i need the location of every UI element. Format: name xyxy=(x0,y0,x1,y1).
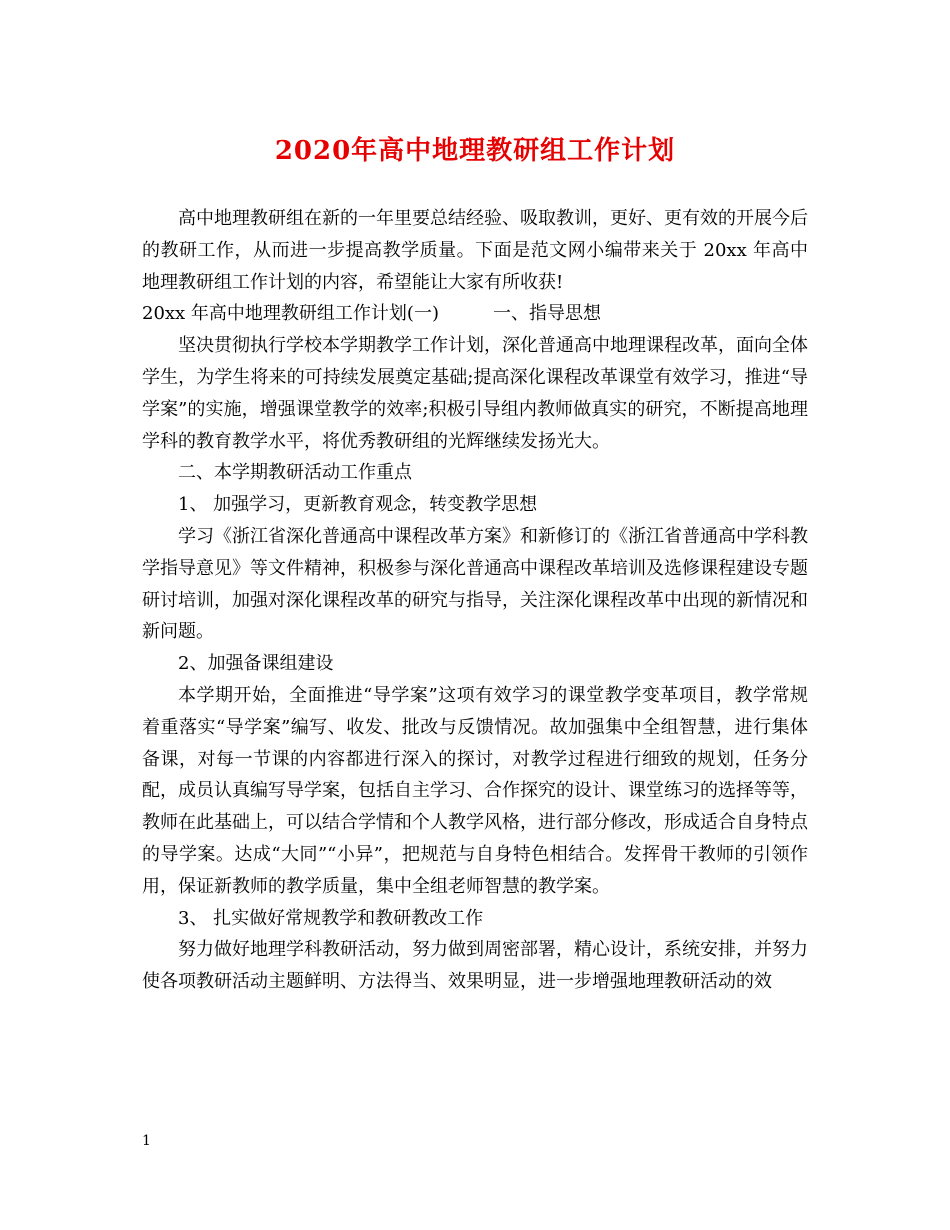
plan-subtitle: 20xx 年高中地理教研组工作计划(一) xyxy=(142,303,439,325)
section-heading-key-work: 二、本学期教研活动工作重点 xyxy=(178,462,412,484)
subheading-lesson-group: 2、加强备课组建设 xyxy=(178,653,334,675)
subheading-learning: 1、 加强学习，更新教育观念，转变教学思想 xyxy=(178,494,538,516)
lesson-group-paragraph: 本学期开始，全面推进“导学案”这项有效学习的课堂教学变革项目，教学常规着重落实“导学案”编写、收发、批改与反馈情况。故加强集中全组智慧，进行集体备课，对每一节课的内容都进行深入的探讨，对教学过程进行细致的规划，任务分配，成员认真编写导学案，包括自主学习、合作探究的设计、课堂练习的选择等等，教师在此基础上，可以结合学情和个人教学风格，进行部分修改，形成适合自身特点的导学案。达成“大同”“小异”，把规范与自身特色相结合。发挥骨干教师的引领作用，保证新教师的教学质量，集中全组老师智慧的教学案。 xyxy=(142,684,808,897)
section-heading-guiding-ideology: 一、指导思想 xyxy=(492,303,601,325)
document-body xyxy=(142,203,808,998)
intro-paragraph: 高中地理教研组在新的一年里要总结经验、吸取教训，更好、更有效的开展今后的教研工作，从而进一步提高教学质量。下面是范文网小编带来关于 20xx 年高中地理教研组工作计划的内容，希望能让大家有所收获! xyxy=(142,208,808,293)
subtitle-line xyxy=(142,298,808,330)
document-title: 2020年高中地理教研组工作计划 xyxy=(274,136,676,166)
routine-teaching-paragraph: 努力做好地理学科教研活动，努力做到周密部署，精心设计，系统安排，并努力使各项教研活动主题鲜明、方法得当、效果明显，进一步增强地理教研活动的效 xyxy=(142,939,808,993)
subheading-routine-teaching: 3、 扎实做好常规教学和教研教改工作 xyxy=(178,907,484,929)
learning-paragraph: 学习《浙江省深化普通高中课程改革方案》和新修订的《浙江省普通高中学科教学指导意见》等文件精神，积极参与深化普通高中课程改革培训及选修课程建设专题研讨培训，加强对深化课程改革的研究与指导，关注深化课程改革中出现的新情况和新问题。 xyxy=(142,525,808,643)
guiding-ideology-paragraph: 坚决贯彻执行学校本学期教学工作计划，深化普通高中地理课程改革，面向全体学生，为学生将来的可持续发展奠定基础;提高深化课程改革课堂有效学习，推进“导学案”的实施，增强课堂教学的效率;积极引导组内教师做真实的研究，不断提高地理学科的教育教学水平，将优秀教研组的光辉继续发扬光大。 xyxy=(142,335,808,452)
page-number: 1 xyxy=(142,1133,151,1149)
